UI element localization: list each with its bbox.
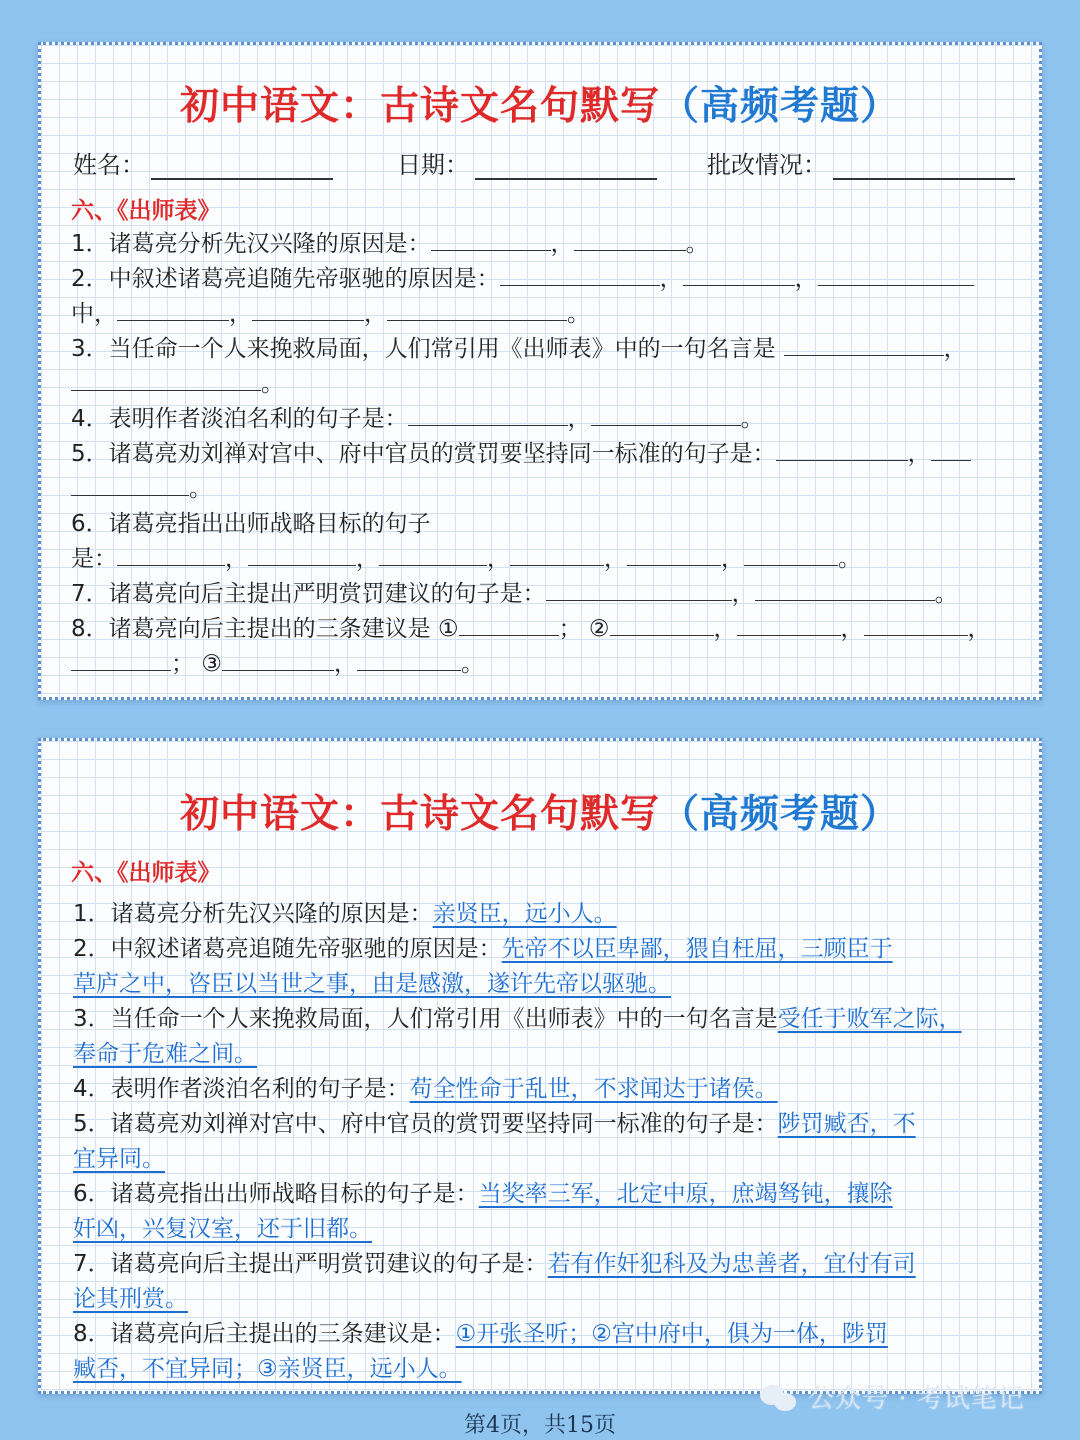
answer-text: ①开张圣听；②宫中府中，俱为一体，陟罚 [455,1321,888,1347]
answer-2-continued [41,967,1039,1002]
answer-3 [41,1002,1039,1037]
question-text: 2．中叙述诸葛亮追随先帝驱驰的原因是： [71,266,500,292]
student-info-row [41,145,1039,185]
answer-blank[interactable] [737,613,841,636]
name-label: 姓名： [73,151,145,179]
worksheet-title [41,75,1039,131]
title-tag: （高频考题） [660,84,901,129]
answer-blank[interactable] [784,333,944,356]
answer-blank[interactable] [248,543,356,566]
question-text: 3．当任命一个人来挽救局面，人们常引用《出师表》中的一句名言是 [73,1006,778,1032]
answer-5-continued [41,1142,1039,1177]
answer-blank[interactable] [931,438,971,461]
question-text: 7．诸葛亮向后主提出严明赏罚建议的句子是： [71,581,546,607]
watermark-text: 公众号 · 考试笔记 [808,1384,1025,1414]
answer-text: 苟全性命于乱世，不求闻达于诸侯。 [409,1076,778,1102]
question-6-continued: 是： ， ， ， ， ， 。 [41,542,1039,577]
question-text: 7．诸葛亮向后主提出严明赏罚建议的句子是： [73,1251,548,1277]
answer-blank[interactable] [222,648,334,671]
answer-blank[interactable] [755,578,935,601]
question-5: 5．诸葛亮劝刘禅对宫中、府中官员的赏罚要坚持同一标准的句子是： ， [41,437,1039,472]
answer-7-continued [41,1282,1039,1317]
answer-3-continued [41,1037,1039,1072]
question-text: 中， [71,301,117,327]
answer-blank[interactable] [71,648,171,671]
question-text: 8．诸葛亮向后主提出的三条建议是： [73,1321,456,1347]
answer-text: 若有作奸犯科及为忠善者，宜付有司 [547,1251,916,1277]
question-5-continued: 。 [41,472,1039,507]
question-text: 6．诸葛亮指出出师战略目标的句子 [71,511,431,537]
answer-blank[interactable] [776,438,908,461]
date-label: 日期： [397,151,469,179]
answer-key-card [38,738,1042,1394]
answer-6 [41,1177,1039,1212]
review-label: 批改情况： [707,151,827,179]
answer-7 [41,1247,1039,1282]
section-heading: 六、《出师表》 [71,860,221,886]
answer-blank[interactable] [510,543,604,566]
answer-blank[interactable] [864,613,968,636]
answer-blank[interactable] [408,403,568,426]
marker-1: ① [437,616,459,642]
answer-5 [41,1107,1039,1142]
answer-text: 宜异同。 [73,1146,165,1172]
answer-blank[interactable] [379,543,487,566]
answer-blank[interactable] [431,228,551,251]
answer-blank[interactable] [357,648,461,671]
answer-text: 奉命于危难之间。 [73,1041,257,1067]
answer-blank[interactable] [500,263,660,286]
answer-2 [41,932,1039,967]
marker-2: ② [588,616,610,642]
answer-text: 当奖率三军，北定中原，庶竭驽钝，攘除 [478,1181,893,1207]
answer-blank[interactable] [459,613,559,636]
answer-text: 奸凶，兴复汉室，还于旧都。 [73,1216,372,1242]
question-text: 5．诸葛亮劝刘禅对宫中、府中官员的赏罚要坚持同一标准的句子是： [71,441,776,467]
answer-blank[interactable] [387,298,567,321]
question-text: 1．诸葛亮分析先汉兴隆的原因是： [73,901,433,927]
question-7: 7．诸葛亮向后主提出严明赏罚建议的句子是： ， 。 [41,577,1039,612]
review-field[interactable] [833,152,1015,180]
question-1: 1．诸葛亮分析先汉兴隆的原因是： ， 。 [41,227,1039,262]
question-3-continued: 。 [41,367,1039,402]
answer-text: 先帝不以臣卑鄙，猥自枉屈，三顾臣于 [501,936,893,962]
answer-8 [41,1317,1039,1352]
question-text: 2．中叙述诸葛亮追随先帝驱驰的原因是： [73,936,502,962]
section-heading: 六、《出师表》 [71,198,221,224]
title-main: 初中语文：古诗文名句默写 [179,792,660,837]
answer-blank[interactable] [117,543,225,566]
title-main: 初中语文：古诗文名句默写 [179,84,660,129]
answer-text: 陟罚臧否，不 [777,1111,916,1137]
answer-blank[interactable] [71,368,261,391]
date-field[interactable] [475,152,657,180]
answer-blank[interactable] [574,228,686,251]
answer-blank[interactable] [627,543,721,566]
page-footer: 第4页，共15页 [464,1413,616,1438]
answer-blank[interactable] [818,263,974,286]
answer-text: 草庐之中，咨臣以当世之事，由是感激，遂许先帝以驱驰。 [73,971,671,997]
question-text: 是： [71,546,117,572]
worksheet-card [38,42,1042,700]
question-text: 5．诸葛亮劝刘禅对宫中、府中官员的赏罚要坚持同一标准的句子是： [73,1111,778,1137]
title-tag: （高频考题） [660,792,901,837]
answer-blank[interactable] [117,298,229,321]
answer-blank[interactable] [252,298,364,321]
question-text: 1．诸葛亮分析先汉兴隆的原因是： [71,231,431,257]
answer-key-title [41,783,1039,839]
question-6 [41,507,1039,542]
answer-text: 受任于败军之际， [777,1006,962,1032]
answer-4 [41,1072,1039,1107]
question-text: 4．表明作者淡泊名利的句子是： [71,406,408,432]
answer-blank[interactable] [546,578,732,601]
answer-blank[interactable] [683,263,795,286]
question-text: 8．诸葛亮向后主提出的三条建议是 [71,616,431,642]
question-8-continued: ； ③ ， 。 [41,647,1039,682]
question-text: 3．当任命一个人来挽救局面，人们常引用《出师表》中的一句名言是 [71,336,776,362]
wechat-icon [760,1383,800,1411]
question-2-continued: 中， ， ， 。 [41,297,1039,332]
question-text: 6．诸葛亮指出出师战略目标的句子是： [73,1181,479,1207]
name-field[interactable] [151,152,333,180]
answer-blank[interactable] [591,403,741,426]
question-3: 3．当任命一个人来挽救局面，人们常引用《出师表》中的一句名言是 ， [41,332,1039,367]
answer-blank[interactable] [744,543,838,566]
answer-blank[interactable] [610,613,714,636]
answer-text: 亲贤臣，远小人。 [432,901,617,927]
question-8: 8．诸葛亮向后主提出的三条建议是 ① ； ② ， ， ， [41,612,1039,647]
answer-6-continued [41,1212,1039,1247]
question-2: 2．中叙述诸葛亮追随先帝驱驰的原因是： ， ， [41,262,1039,297]
answer-1 [41,897,1039,932]
answer-blank[interactable] [71,473,189,496]
marker-3: ③ [201,651,222,677]
answer-text: 臧否，不宜异同；③亲贤臣，远小人。 [73,1356,462,1382]
question-4: 4．表明作者淡泊名利的句子是： ， 。 [41,402,1039,437]
question-text: 4．表明作者淡泊名利的句子是： [73,1076,410,1102]
answer-text: 论其刑赏。 [73,1286,188,1312]
